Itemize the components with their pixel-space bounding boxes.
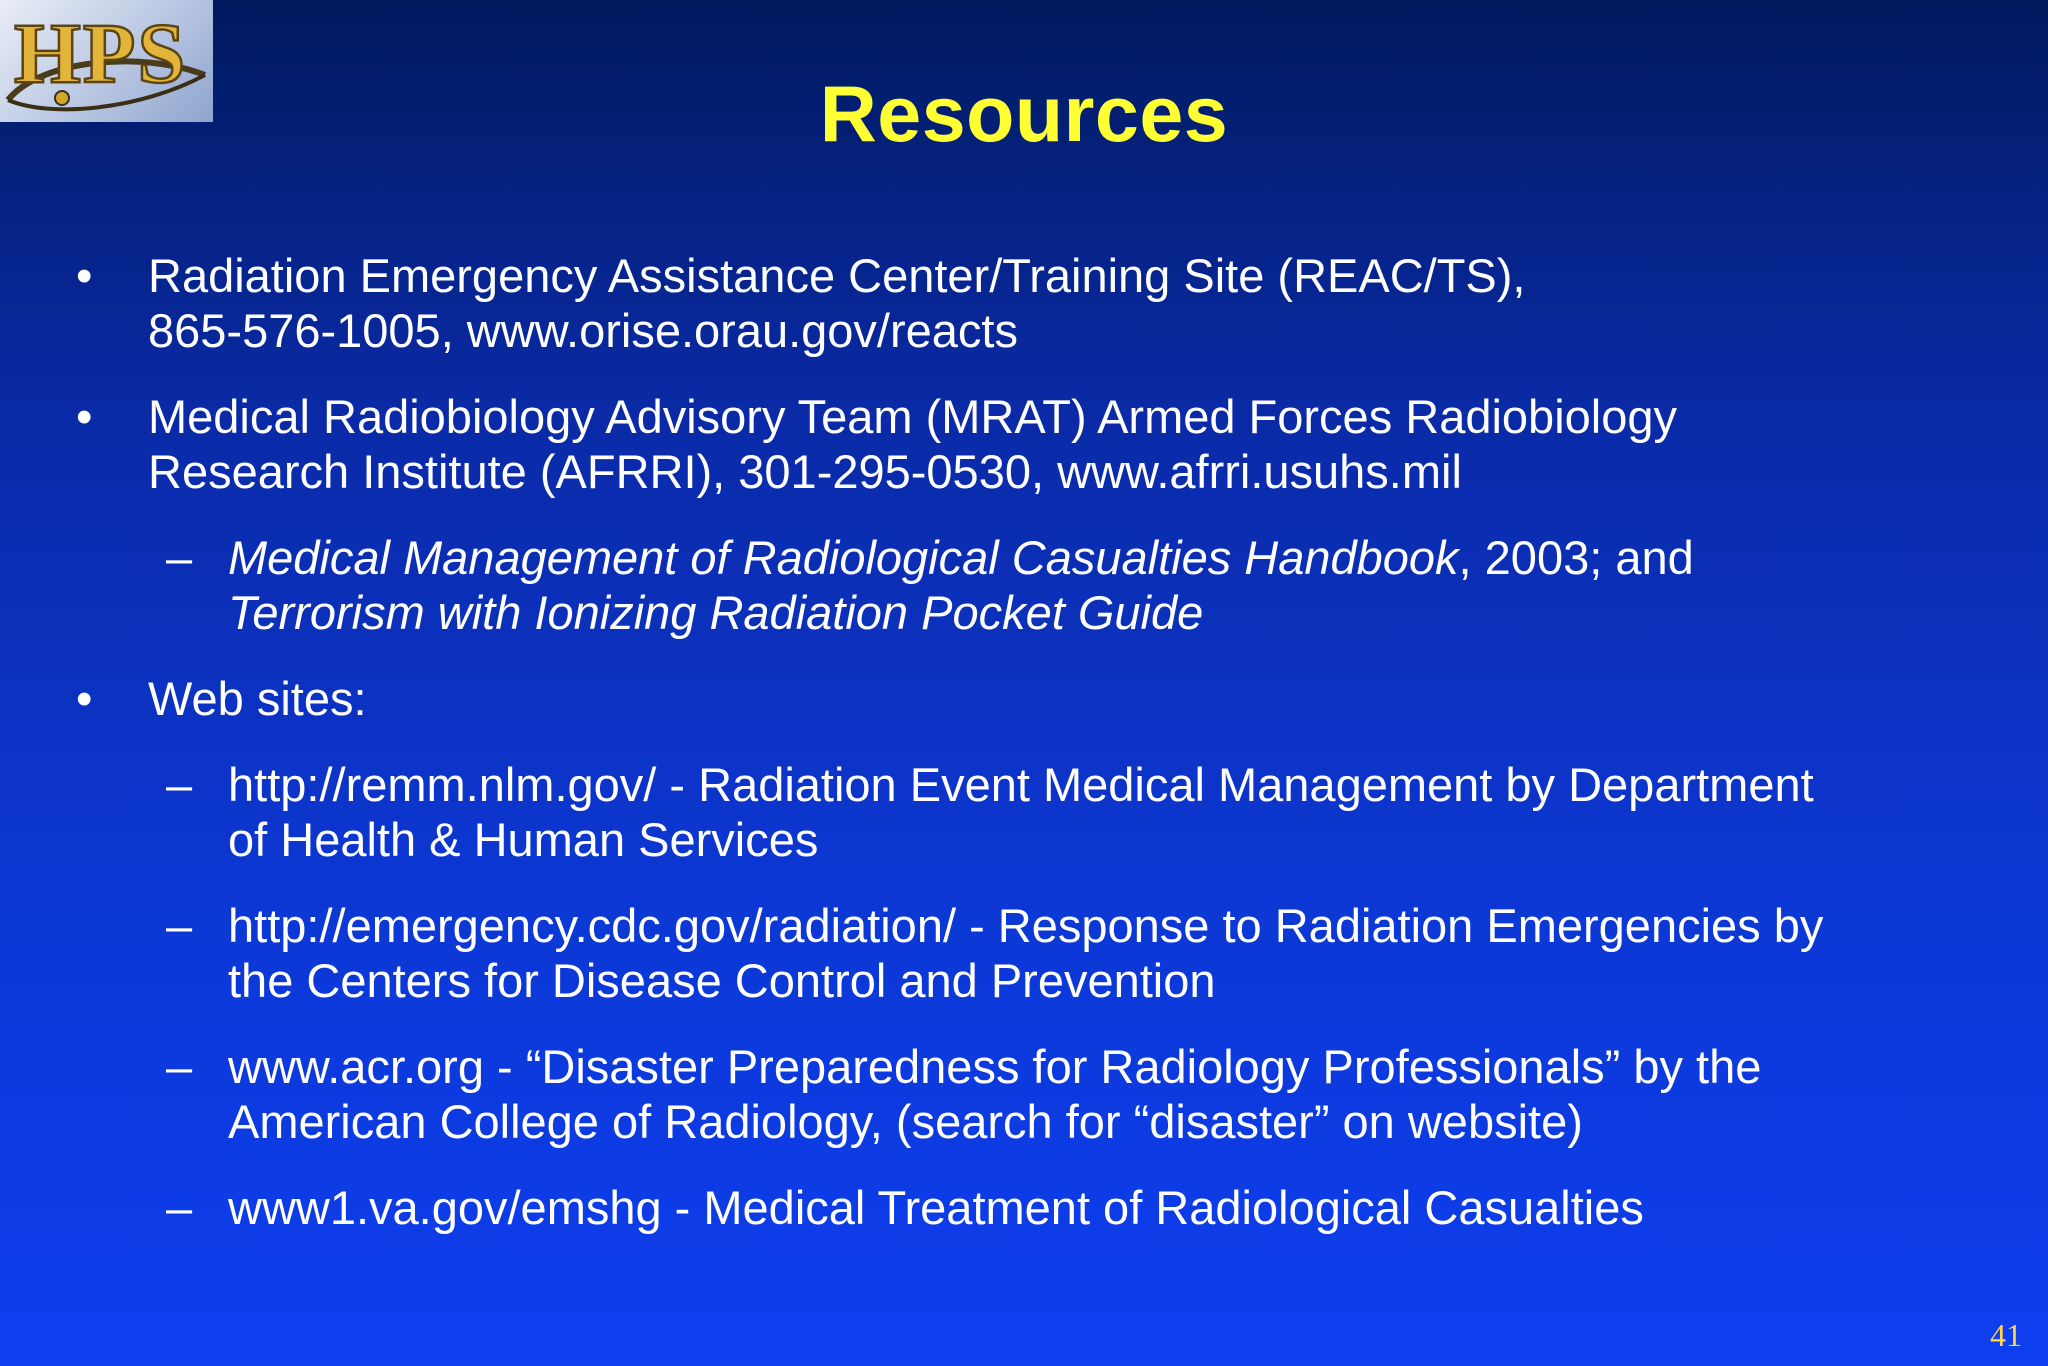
handbook-suffix: , 2003; and — [1458, 531, 1694, 584]
bullet-marker: • — [76, 672, 93, 725]
mrat-line-1: Medical Radiobiology Advisory Team (MRAT) Armed Forces Radiobiology — [148, 390, 1677, 443]
reacts-line-1: Radiation Emergency Assistance Center/Training Site (REAC/TS), — [148, 249, 1526, 302]
resource-list — [0, 248, 2048, 1235]
sub-bullet-cdc — [0, 898, 2048, 1008]
logo-text: HPS — [14, 5, 188, 101]
cdc-line-2: the Centers for Disease Control and Prevention — [228, 954, 1216, 1007]
sub-bullet-marker: – — [166, 1181, 193, 1234]
page-number: 41 — [1990, 1317, 2022, 1353]
sub-bullet-marker: – — [166, 758, 193, 811]
bullet-mrat — [0, 389, 2048, 499]
acr-line-1: www.acr.org - “Disaster Preparedness for Radiology Professionals” by the — [228, 1040, 1762, 1093]
bullet-marker: • — [76, 390, 93, 443]
sub-bullet-marker: – — [166, 1040, 193, 1093]
slide-title: Resources — [819, 69, 1229, 158]
mrat-line-2: Research Institute (AFRRI), 301-295-0530, www.afrri.usuhs.mil — [148, 445, 1462, 498]
sub-bullet-va — [0, 1180, 2048, 1235]
sub-bullet-acr — [0, 1039, 2048, 1149]
remm-line-1: http://remm.nlm.gov/ - Radiation Event Medical Management by Department — [228, 758, 1814, 811]
bullet-marker: • — [76, 249, 93, 302]
acr-line-2: American College of Radiology, (search for “disaster” on website) — [228, 1095, 1583, 1148]
va-line-1: www1.va.gov/emshg - Medical Treatment of Radiological Casualties — [228, 1181, 1644, 1234]
sub-bullet-marker: – — [166, 899, 193, 952]
bullet-reacts — [0, 248, 2048, 358]
sub-bullet-marker: – — [166, 531, 193, 584]
pocket-guide-title: Terrorism with Ionizing Radiation Pocket Guide — [228, 586, 1204, 639]
web-sites-label: Web sites: — [148, 672, 367, 725]
sub-bullet-handbook — [0, 530, 2048, 640]
sub-bullet-remm — [0, 757, 2048, 867]
cdc-line-1: http://emergency.cdc.gov/radiation/ - Response to Radiation Emergencies by — [228, 899, 1824, 952]
bullet-web-sites — [0, 671, 2048, 726]
remm-line-2: of Health & Human Services — [228, 813, 819, 866]
handbook-title: Medical Management of Radiological Casualties Handbook — [228, 531, 1459, 584]
reacts-line-2: 865-576-1005, www.orise.orau.gov/reacts — [148, 304, 1018, 357]
